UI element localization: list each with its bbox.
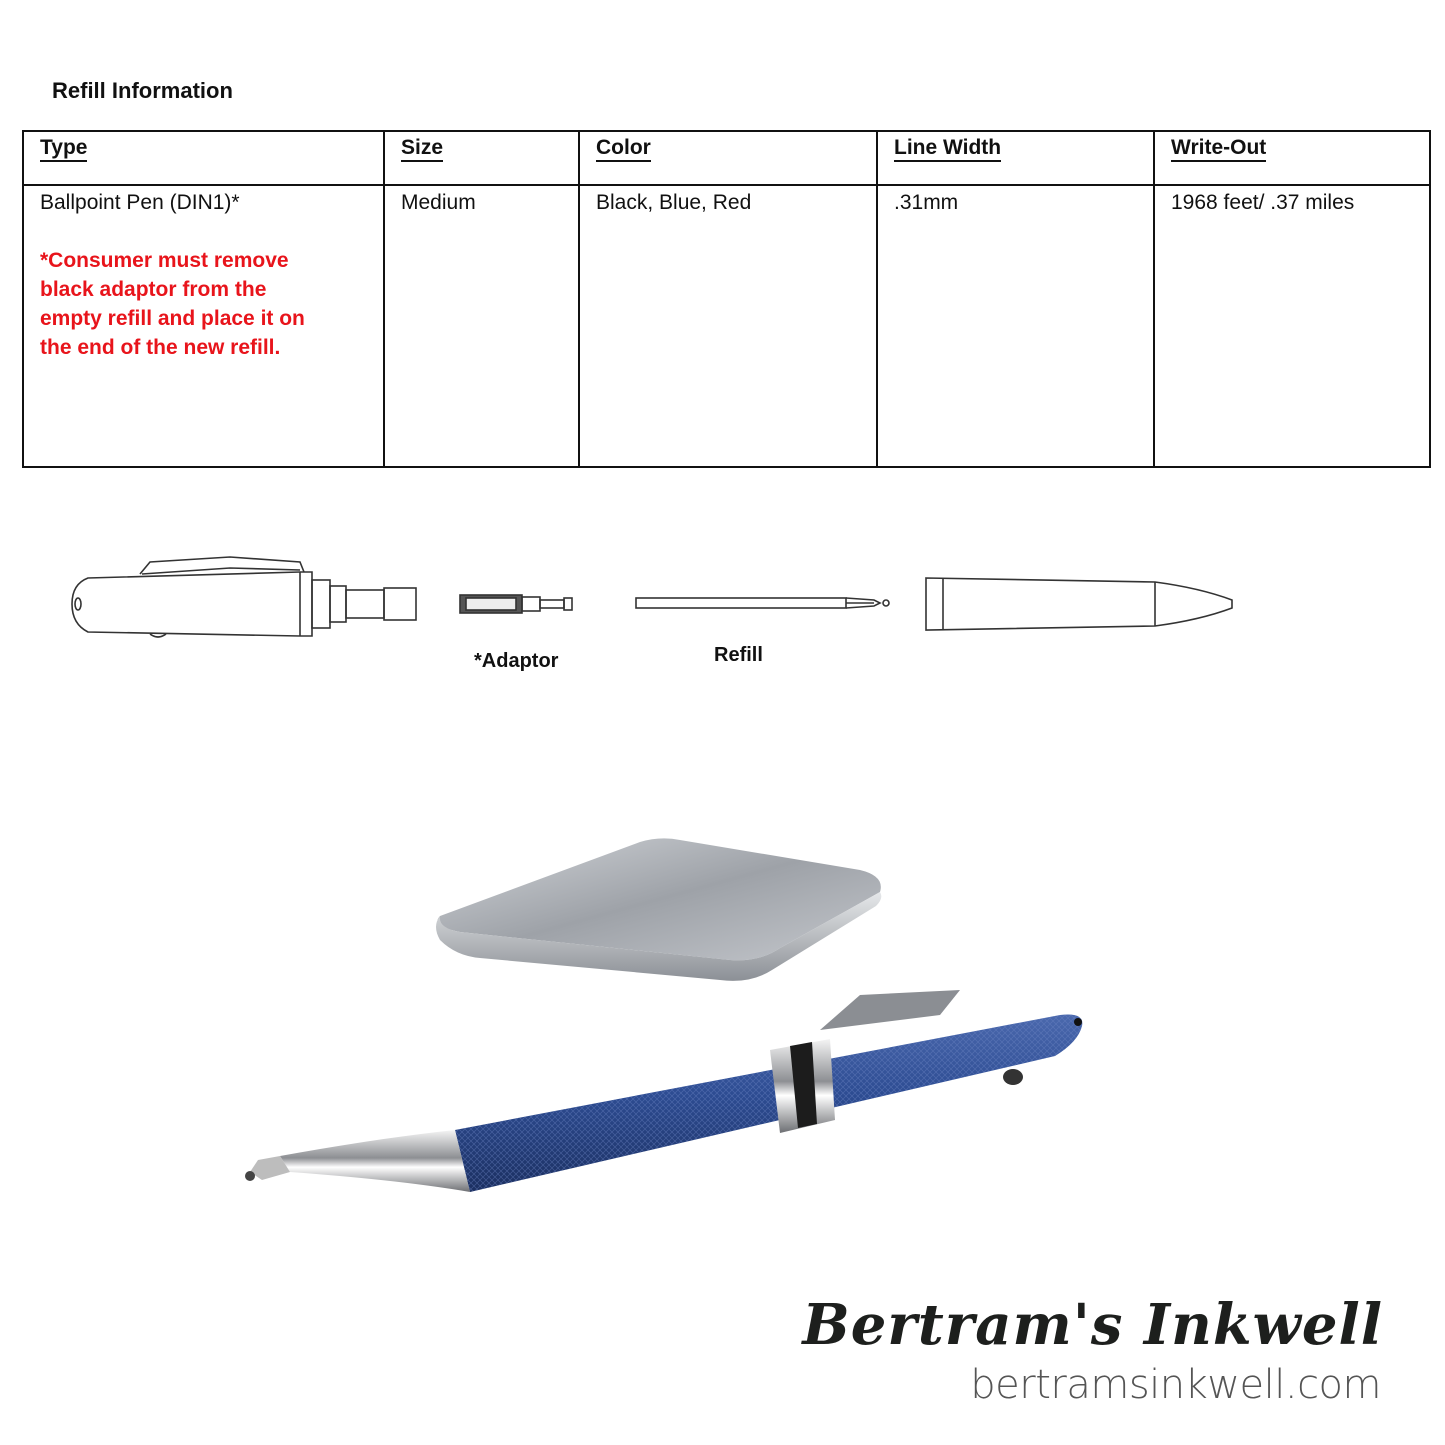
product-photo	[0, 820, 1445, 1220]
pen-body-drawing	[72, 557, 416, 637]
note-line: *Consumer must remove	[40, 249, 289, 273]
product-photo-drawing	[0, 820, 1445, 1220]
section-title: Refill Information	[52, 78, 233, 103]
pen-parts-diagram	[0, 540, 1445, 690]
refill-table	[22, 130, 1431, 468]
header-line-width: Line Width	[877, 131, 1154, 185]
device-drawing	[436, 838, 881, 980]
cell-write-out: 1968 feet/ .37 miles	[1154, 185, 1430, 467]
cell-type-value: Ballpoint Pen (DIN1)*	[40, 191, 240, 214]
cell-line-width: .31mm	[877, 185, 1154, 467]
cell-size: Medium	[384, 185, 579, 467]
table-header-row	[23, 131, 1430, 185]
adaptor-drawing	[460, 595, 572, 613]
header-type: Type	[23, 131, 384, 185]
refill-label: Refill	[714, 644, 763, 666]
header-color: Color	[579, 131, 877, 185]
header-size: Size	[384, 131, 579, 185]
pen-drawing	[245, 990, 1082, 1192]
cell-color: Black, Blue, Red	[579, 185, 877, 467]
adaptor-label: *Adaptor	[474, 650, 559, 672]
note-line: the end of the new refill.	[40, 336, 281, 360]
note-line: black adaptor from the	[40, 278, 267, 302]
table-row	[23, 185, 1430, 467]
front-barrel-drawing	[926, 578, 1232, 630]
adaptor-note	[40, 246, 383, 362]
brand-url[interactable]: bertramsinkwell.com	[970, 1362, 1381, 1408]
header-write-out: Write-Out	[1154, 131, 1430, 185]
cell-type	[23, 185, 384, 467]
brand-name: Bertram's Inkwell	[802, 1292, 1383, 1358]
note-line: empty refill and place it on	[40, 307, 305, 331]
refill-drawing	[636, 598, 889, 608]
pen-parts-drawing	[0, 540, 1445, 690]
